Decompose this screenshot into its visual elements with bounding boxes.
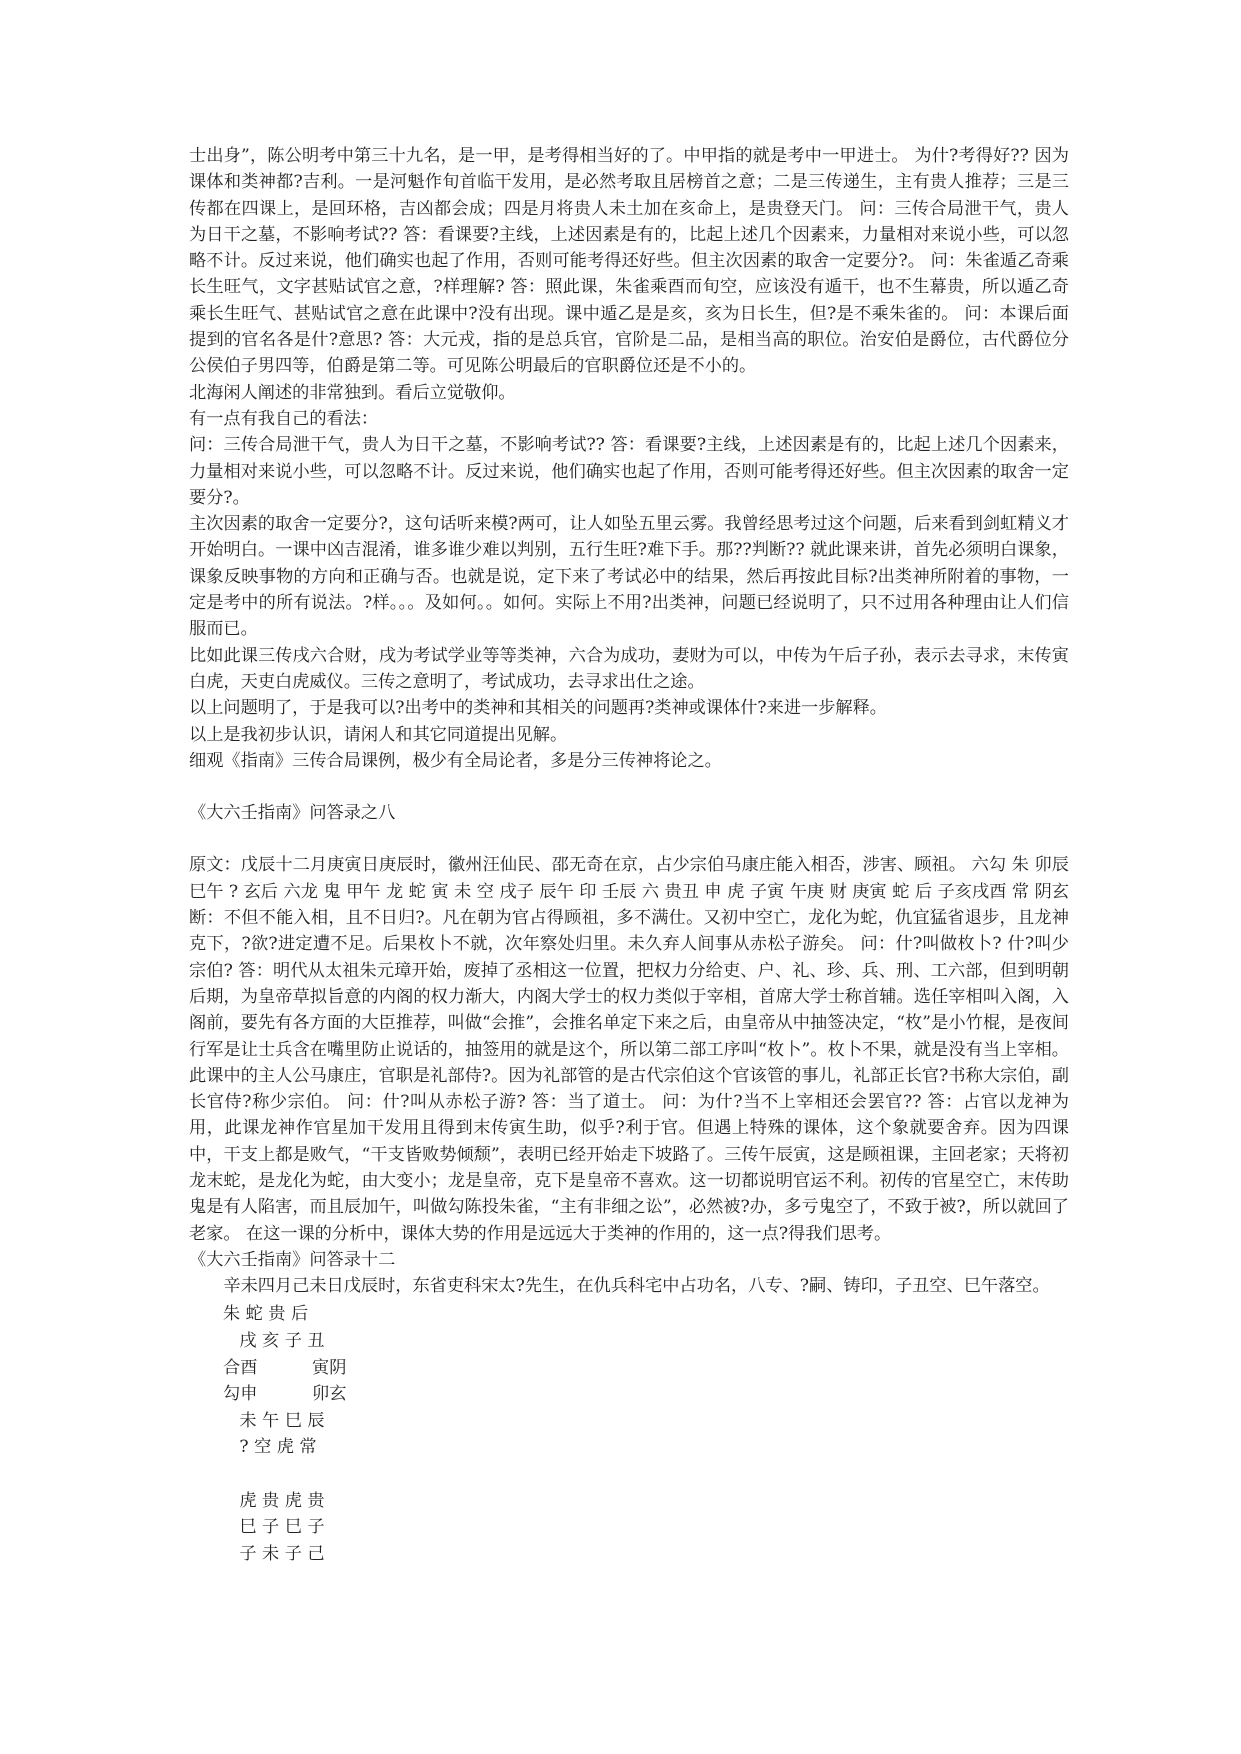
spacer [189, 774, 1069, 800]
section-1 [189, 143, 1069, 774]
divination-chart [189, 1301, 1069, 1567]
paragraph: 细观《指南》三传合局课例，极少有全局论者，多是分三传神将论之。 [189, 750, 722, 771]
paragraph: 辛未四月己未日戊辰时，东省吏科宋太?先生，在仇兵科宅中占功名，八专、?嗣、铸印，子丑空、巳午落空。 [223, 1276, 1050, 1297]
spacer [189, 826, 1069, 852]
document-page [189, 143, 1069, 1567]
paragraph: 比如此课三传戌六合财，戌为考试学业等等类神，六合为成功，妻财为可以，中传为午后子孙，表示去寻求，末传寅白虎，天吏白虎威仪。三传之意明了，考试成功，去寻求出仕之途。 [189, 645, 1069, 692]
chart-row: 勾申 卯玄 [223, 1384, 347, 1405]
section-title: 《大六壬指南》问答录十二 [189, 1249, 396, 1270]
chart-row [223, 1461, 1069, 1488]
chart-row: ? 空 虎 常 [223, 1437, 317, 1458]
chart-row: 虎 贵 虎 贵 [223, 1490, 325, 1511]
paragraph: 问：三传合局泄干气，贵人为日干之墓，不影响考试?? 答：看课要?主线，上述因素是有的，比起上述几个因素来，力量相对来说小些，可以忽略不计。反过来说，他们确实也起了作用，否则可能考得还好些。但主次因素的取舍一定要分?。 [189, 435, 1069, 508]
section-3 [189, 1247, 1069, 1568]
paragraph: 北海闲人阐述的非常独到。看后立觉敬仰。 [189, 382, 516, 403]
paragraph: 以上问题明了，于是我可以?出考中的类神和其相关的问题再?类神或课体什?来进一步解释。 [189, 698, 887, 719]
chart-row: 合酉 寅阴 [223, 1357, 347, 1378]
paragraph: 有一点有我自己的看法： [189, 408, 379, 429]
section-2 [189, 800, 1069, 1247]
chart-row: 巳 子 巳 子 [223, 1517, 325, 1538]
chart-row: 未 午 巳 辰 [223, 1410, 325, 1431]
chart-row: 子 未 子 己 [223, 1543, 325, 1564]
chart-row: 朱 蛇 贵 后 [223, 1304, 309, 1325]
paragraph: 以上是我初步认识，请闲人和其它同道提出见解。 [189, 724, 568, 745]
section-title: 《大六壬指南》问答录之八 [189, 803, 396, 824]
chart-row: 戌 亥 子 丑 [223, 1331, 325, 1352]
paragraph: 主次因素的取舍一定要分?，这句话听来模?两可，让人如坠五里云雾。我曾经思考过这个问题，后来看到剑虹精义才开始明白。一课中凶吉混淆，谁多谁少难以判别，五行生旺?难下手。那??判断?? 就此课来讲，首先必须明白课象，课象反映事物的方向和正确与否。也就是说，定下来了考试必中的结果，然后再按此目标?出类神所附着的事物，一定是考中的所有说法。?样。。。及如何。。如何。实际上不用?出类神，问题已经说明了，只不过用各种理由让人们信服而已。 [189, 514, 1069, 640]
paragraph: 原文：戊辰十二月庚寅日庚辰时，徽州汪仙民、邵无奇在京，占少宗伯马康庄能入相否，涉害、顾祖。 六勾 朱 卯辰巳午 ? 玄后 六龙 鬼 甲午 龙 蛇 寅 未 空 戌子 辰午 印 壬辰 六 贵丑 申 虎 子寅 午庚 财 庚寅 蛇 后 子亥戌酉 常 阴玄 断：不但不能入相，且不日归?。凡在朝为官占得顾祖，多不满仕。又初中空亡，龙化为蛇，仇宜猛省退步，且龙神克下，?欲?进定遭不足。后果枚卜不就，次年察处归里。未久弃人间事从赤松子游矣。 问：什?叫做枚卜? 什?叫少宗伯? 答：明代从太祖朱元璋开始，废掉了丞相这一位置，把权力分给吏、户、礼、珍、兵、刑、工六部，但到明朝后期，为皇帝草拟旨意的内阁的权力渐大，内阁大学士的权力类似于宰相，首席大学士称首辅。选任宰相叫入阁，入阁前，要先有各方面的大臣推荐，叫做“会推”，会推名单定下来之后，由皇帝从中抽签决定，“枚”是小竹棍，是夜间行军是让士兵含在嘴里防止说话的，抽签用的就是这个，所以第二部工序叫“枚卜”。枚卜不果，就是没有当上宰相。 此课中的主人公马康庄，官职是礼部侍?。因为礼部管的是古代宗伯这个官该管的事儿，礼部正长官?书称大宗伯，副长官侍?称少宗伯。 问：什?叫从赤松子游? 答：当了道士。 问：为什?当不上宰相还会罢官?? 答：占官以龙神为用，此课龙神作官星加干发用且得到末传寅生助，似乎?利于官。但遇上特殊的课体，这个象就要舍弃。因为四课中，干支上都是败气，“干支皆败势倾颓”，表明已经开始走下坡路了。三传午辰寅，这是顾祖课，主回老家；天将初龙末蛇，是龙化为蛇，由大变小；龙是皇帝，克下是皇帝不喜欢。这一切都说明官运不利。初传的官星空亡，末传助鬼是有人陷害，而且辰加午，叫做勾陈投朱雀，“主有非细之讼”，必然被?办，多亏鬼空了，不致于被?，所以就回了老家。 在这一课的分析中，课体大势的作用是远远大于类神的作用的，这一点?得我们思考。 [189, 855, 1069, 1244]
paragraph: 士出身”，陈公明考中第三十九名，是一甲，是考得相当好的了。中甲指的就是考中一甲进士。 为什?考得好?? 因为课体和类神都?吉利。一是河魁作旬首临干发用，是必然考取且居榜首之意；二是三传递生，主有贵人推荐；三是三传都在四课上，是回环格，吉凶都会成；四是月将贵人未土加在亥命上，是贵登天门。 问：三传合局泄干气，贵人为日干之墓，不影响考试?? 答：看课要?主线，上述因素是有的，比起上述几个因素来，力量相对来说小些，可以忽略不计。反过来说，他们确实也起了作用，否则可能考得还好些。但主次因素的取舍一定要分?。 问：朱雀遁乙奇乘长生旺气，文字甚贴试官之意，?样理解? 答：照此课，朱雀乘酉而旬空，应该没有遁干，也不生幕贵，所以遁乙奇乘长生旺气、甚贴试官之意在此课中?没有出现。课中遁乙是是亥，亥为日长生，但?是不乘朱雀的。 问：本课后面提到的官名各是什?意思? 答：大元戎，指的是总兵官，官阶是二品，是相当高的职位。治安伯是爵位，古代爵位分公侯伯子男四等，伯爵是第二等。可见陈公明最后的官职爵位还是不小的。 [189, 146, 1069, 377]
